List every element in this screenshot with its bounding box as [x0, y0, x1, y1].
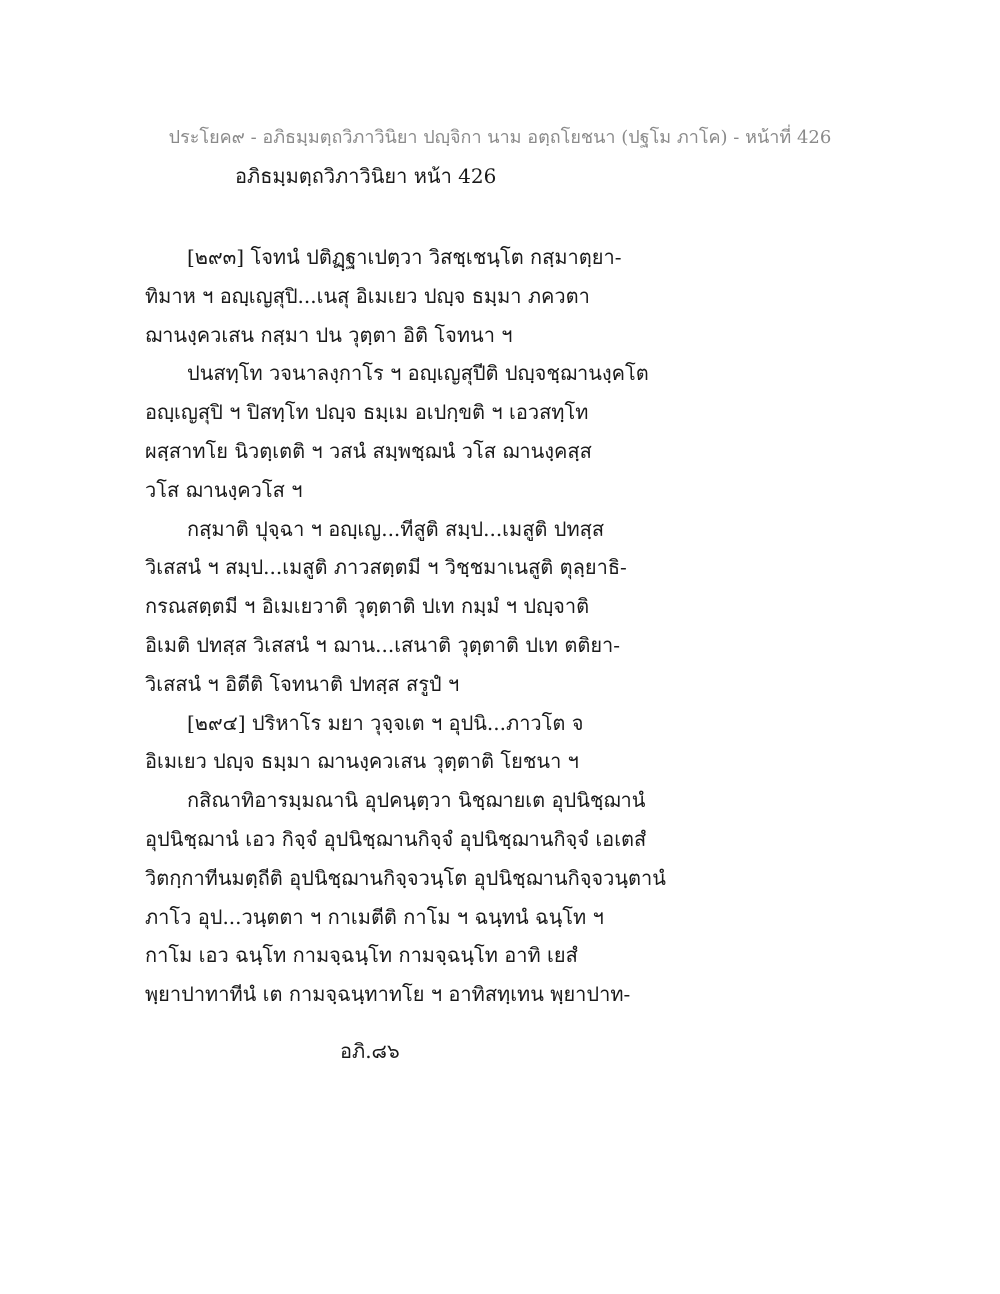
text-line: พฺยาปาทาทีนํ เต กามจฺฉนฺทาทโย ฯ อาทิสทฺเทน พฺยาปาท-	[145, 982, 631, 1007]
text-line: ภาโว อุป...วนฺตตา ฯ กาเมตีติ กาโม ฯ ฉนฺทนํ ฉนฺโท ฯ	[145, 904, 604, 929]
text-line: [๒๙๓] โจทนํ ปติฏฺฐาเปตฺวา วิสชฺเชนฺโต กสฺมาตฺยา-	[187, 245, 622, 269]
text-line: กสฺมาติ ปุจฺฉา ฯ อญฺเญ...ทีสูติ สมฺป...เมสูติ ปทสฺส	[187, 516, 605, 541]
text-line: ผสฺสาทโย นิวตฺเตติ ฯ วสนํ สมฺพชฺฌนํ วโส ฌานงฺคสฺส	[145, 438, 592, 463]
text-line: ทิมาห ฯ อญฺเญสุปิ...เนสุ อิเมเยว ปญฺจ ธมฺมา ภควตา	[145, 283, 590, 308]
text-line: ปนสทฺโท วจนาลงฺกาโร ฯ อญฺเญสุปีติ ปญฺจชฺฌานงฺคโต	[187, 361, 649, 386]
text-line: กรณสตฺตมี ฯ อิเมเยวาติ วุตฺตาติ ปเท กมฺมํ ฯ ปญฺจาติ	[145, 594, 590, 619]
text-line: วิตกฺกาทีนมตฺถีติ อุปนิชฺฌานกิจฺจวนฺโต อุปนิชฺฌานกิจฺจวนฺตานํ	[145, 865, 666, 890]
text-line: [๒๙๔] ปริหาโร มยา วุจฺจเต ฯ อุปนิ...ภาวโต จ	[187, 710, 584, 735]
text-line: ฌานงฺควเสน กสฺมา ปน วุตฺตา อิติ โจทนา ฯ	[145, 322, 513, 347]
running-header: ประโยค๙ - อภิธมฺมตฺถวิภาวินิยา ปญฺจิกา นาม อตฺถโยชนา (ปฐโม ภาโค) - หน้าที่ 426	[168, 127, 832, 148]
body-text	[145, 238, 665, 1014]
page-title: อภิธมฺมตฺถวิภาวินิยา หน้า 426	[235, 164, 497, 188]
text-line: อุปนิชฺฌานํ เอว กิจฺจํ อุปนิชฺฌานกิจฺจํ อุปนิชฺฌานกิจฺจํ เอเตสํ	[145, 826, 647, 851]
text-line: วิเสสนํ ฯ อิตีติ โจทนาติ ปทสฺส สรูปํ ฯ	[145, 671, 460, 696]
text-line: อิเมติ ปทสฺส วิเสสนํ ฯ ฌาน...เสนาติ วุตฺตาติ ปเท ตติยา-	[145, 632, 621, 657]
text-line: อญฺเญสุปิ ฯ ปิสทฺโท ปญฺจ ธมฺเม อเปกฺขติ ฯ เอวสทฺโท	[145, 400, 589, 425]
text-line: กาโม เอว ฉนฺโท กามจฺฉนฺโท กามจฺฉนฺโท อาทิ เยสํ	[145, 943, 578, 968]
text-line: วิเสสนํ ฯ สมฺป...เมสูติ ภาวสตฺตมี ฯ วิชฺชมาเนสูติ ตุลฺยาธิ-	[145, 555, 627, 580]
text-line: วโส ฌานงฺควโส ฯ	[145, 477, 303, 502]
text-line: อิเมเยว ปญฺจ ธมฺมา ฌานงฺควเสน วุตฺตาติ โยชนา ฯ	[145, 749, 579, 774]
page-footer: อภิ.๘๖	[340, 1039, 400, 1063]
text-line: กสิณาทิอารมฺมณานิ อุปคนฺตฺวา นิชฺฌายเต อุปนิชฺฌานํ	[187, 788, 646, 813]
